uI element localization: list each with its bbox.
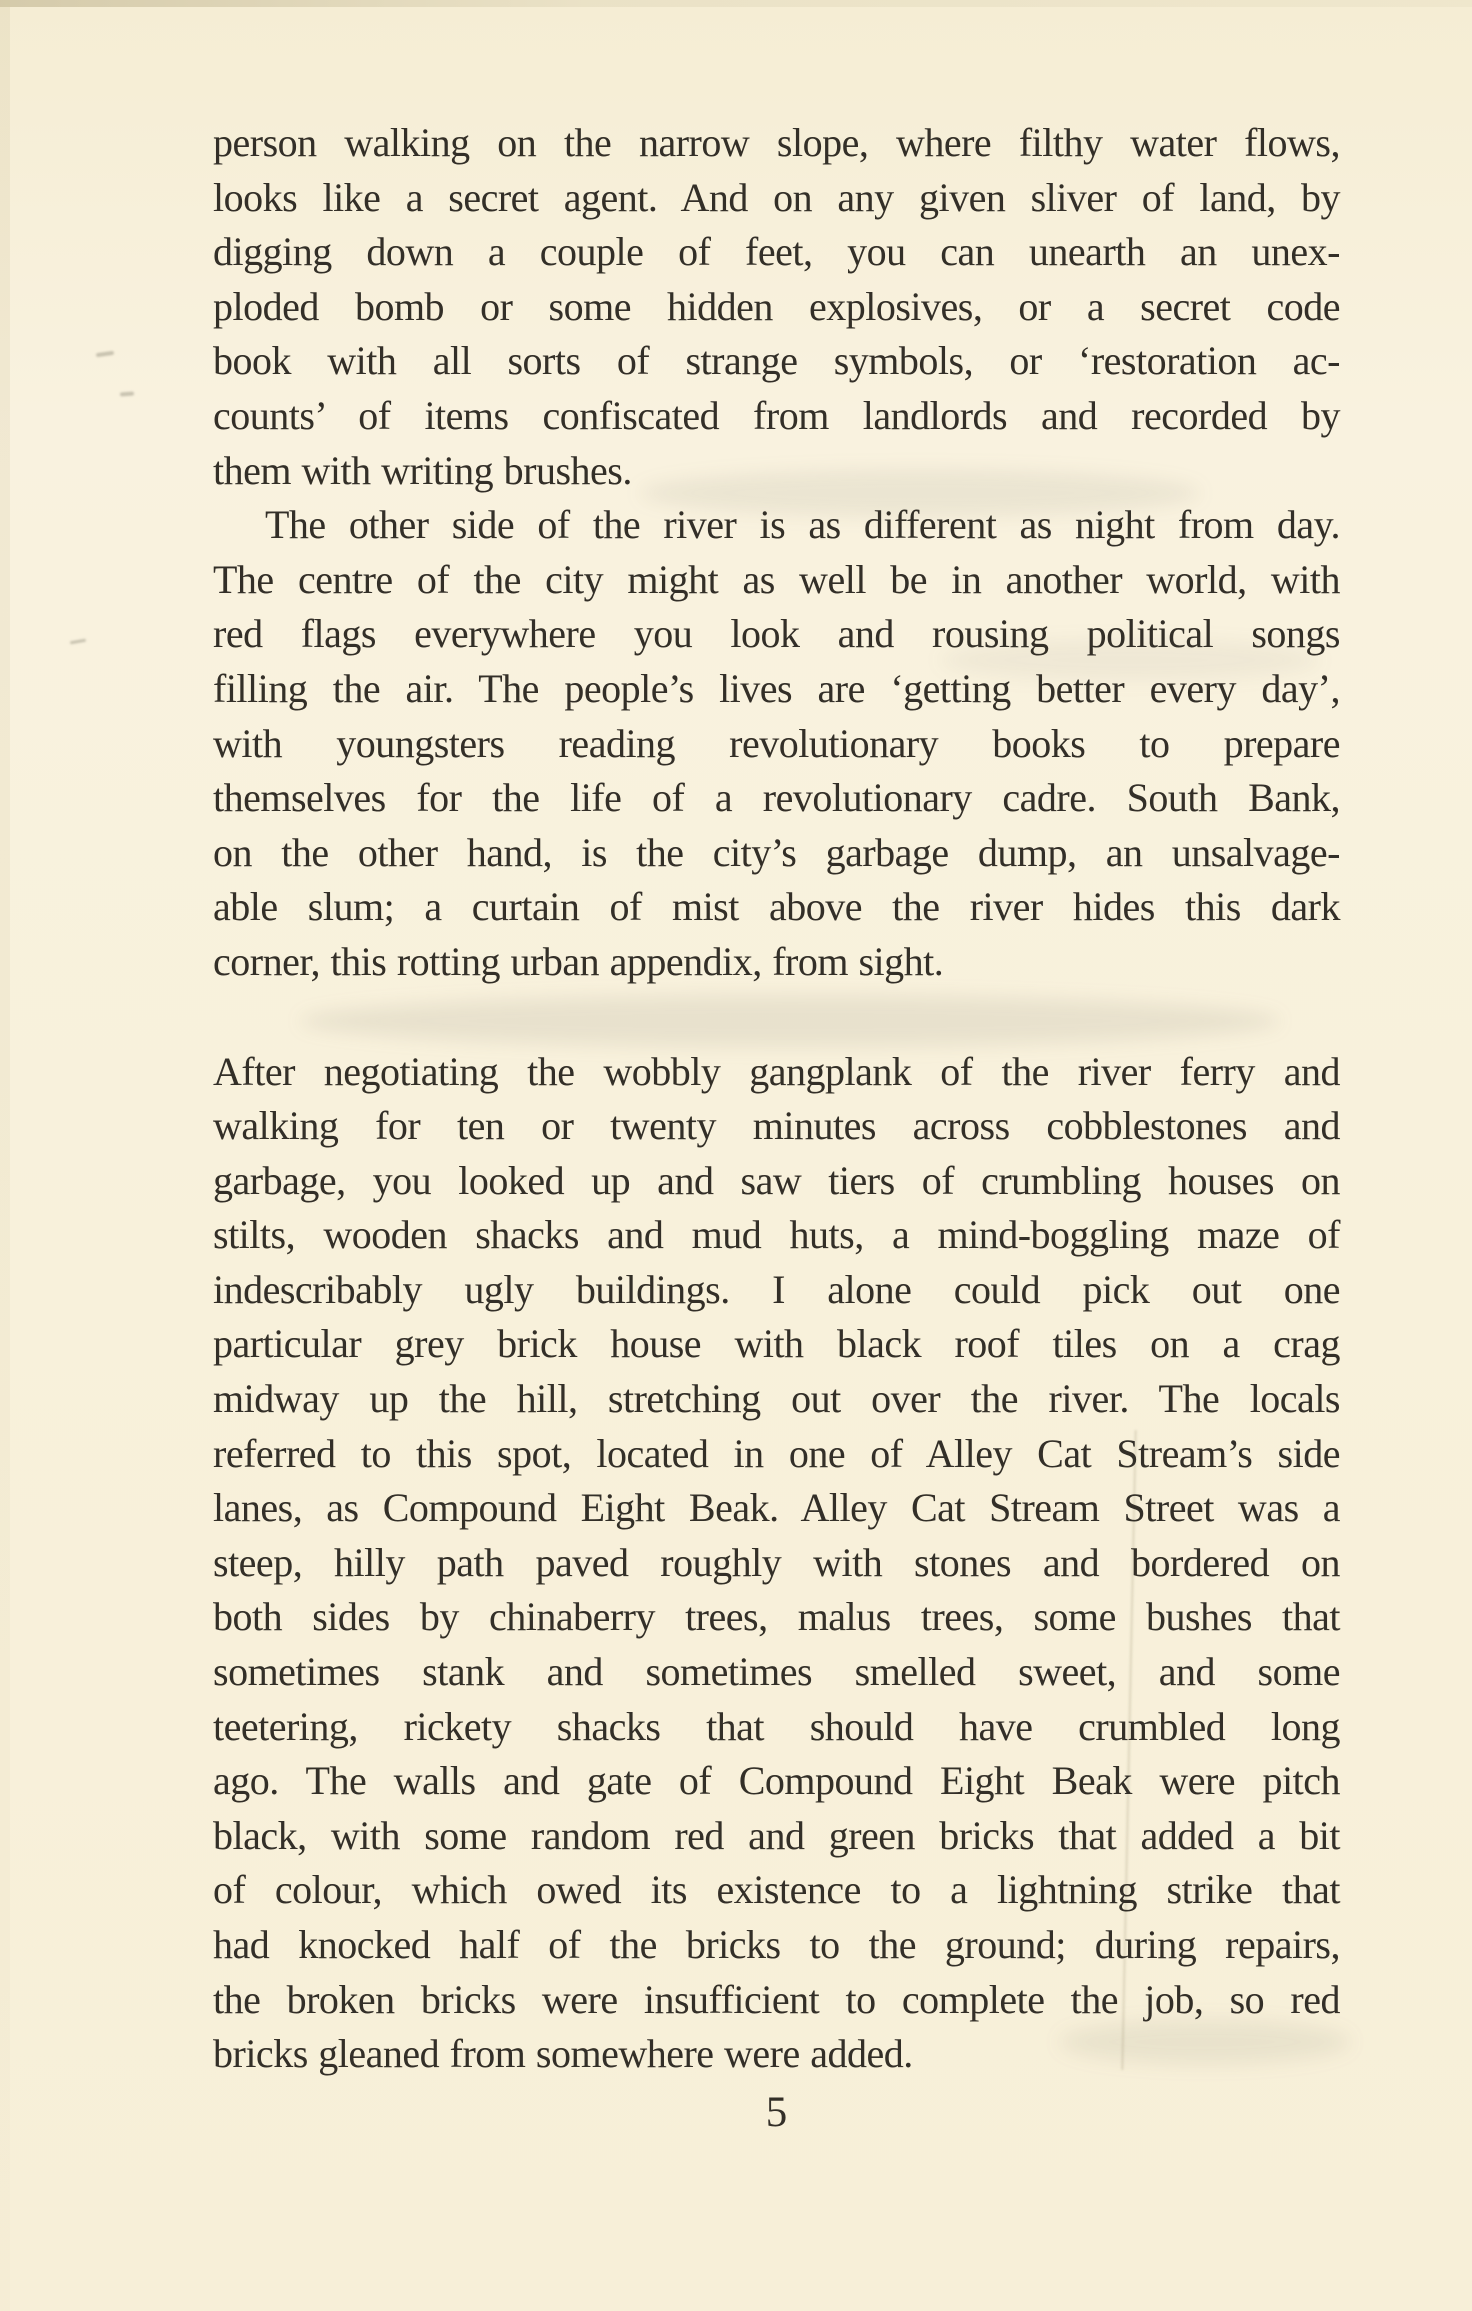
text-line: bricks gleaned from somewhere were added. <box>213 2031 913 2077</box>
text-line: filling the air. The people’s lives are ‘getting better every day’, <box>213 665 1340 711</box>
text-line: walking for ten or twenty minutes across cobblestones and <box>213 1103 1340 1149</box>
text-line: digging down a couple of feet, you can unearth an unex- <box>213 229 1340 275</box>
text-line: of colour, which owed its existence to a lightning strike that <box>213 1867 1340 1913</box>
scan-speck <box>96 351 114 357</box>
text-line: teetering, rickety shacks that should have crumbled long <box>213 1703 1340 1749</box>
text-line: midway up the hill, stretching out over the river. The locals <box>213 1376 1340 1422</box>
text-line: them with writing brushes. <box>213 447 632 493</box>
text-line: the broken bricks were insufficient to complete the job, so red <box>213 1976 1340 2022</box>
scan-edge-artifact <box>0 0 10 2311</box>
text-line: with youngsters reading revolutionary books to prepare <box>213 720 1340 766</box>
text-line: person walking on the narrow slope, where filthy water flows, <box>213 120 1340 165</box>
scan-edge-artifact <box>0 0 1472 7</box>
text-line: referred to this spot, located in one of Alley Cat Stream’s side <box>213 1430 1340 1476</box>
scan-speck <box>120 392 134 397</box>
text-line: particular grey brick house with black roof tiles on a crag <box>213 1321 1340 1367</box>
text-line: black, with some random red and green bricks that added a bit <box>213 1812 1340 1858</box>
text-line: red flags everywhere you look and rousing political songs <box>213 611 1340 657</box>
paragraph <box>213 116 1340 498</box>
text-line: had knocked half of the bricks to the ground; during repairs, <box>213 1922 1340 1967</box>
paragraph <box>213 1045 1340 2082</box>
text-line: lanes, as Compound Eight Beak. Alley Cat Stream Street was a <box>213 1485 1340 1531</box>
text-line: ago. The walls and gate of Compound Eight Beak were pitch <box>213 1758 1340 1804</box>
text-line: The other side of the river is as different as night from day. <box>265 502 1340 548</box>
text-line: stilts, wooden shacks and mud huts, a mind-boggling maze of <box>213 1212 1340 1258</box>
text-line: garbage, you looked up and saw tiers of crumbling houses on <box>213 1157 1340 1203</box>
text-line: indescribably ugly buildings. I alone could pick out one <box>213 1266 1340 1312</box>
text-line: able slum; a curtain of mist above the river hides this dark <box>213 884 1340 930</box>
scan-speck <box>70 639 86 645</box>
text-line: both sides by chinaberry trees, malus trees, some bushes that <box>213 1594 1340 1640</box>
text-line: After negotiating the wobbly gangplank of the river ferry and <box>213 1048 1340 1094</box>
page-number: 5 <box>765 2089 788 2136</box>
text-line: counts’ of items confiscated from landlords and recorded by <box>213 392 1340 438</box>
text-line: corner, this rotting urban appendix, from sight. <box>213 938 944 984</box>
text-line: on the other hand, is the city’s garbage dump, an unsalvage- <box>213 829 1340 875</box>
text-line: sometimes stank and sometimes smelled sweet, and some <box>213 1649 1340 1695</box>
text-line: looks like a secret agent. And on any given sliver of land, by <box>213 174 1340 220</box>
text-line: steep, hilly path paved roughly with stones and bordered on <box>213 1539 1340 1585</box>
text-line: themselves for the life of a revolutionary cadre. South Bank, <box>213 775 1340 821</box>
text-line: ploded bomb or some hidden explosives, or a secret code <box>213 283 1340 329</box>
text-line: The centre of the city might as well be in another world, with <box>213 556 1340 602</box>
text-line: book with all sorts of strange symbols, or ‘restoration ac- <box>213 338 1340 384</box>
body-text <box>213 116 1340 2082</box>
paragraph <box>213 498 1340 989</box>
